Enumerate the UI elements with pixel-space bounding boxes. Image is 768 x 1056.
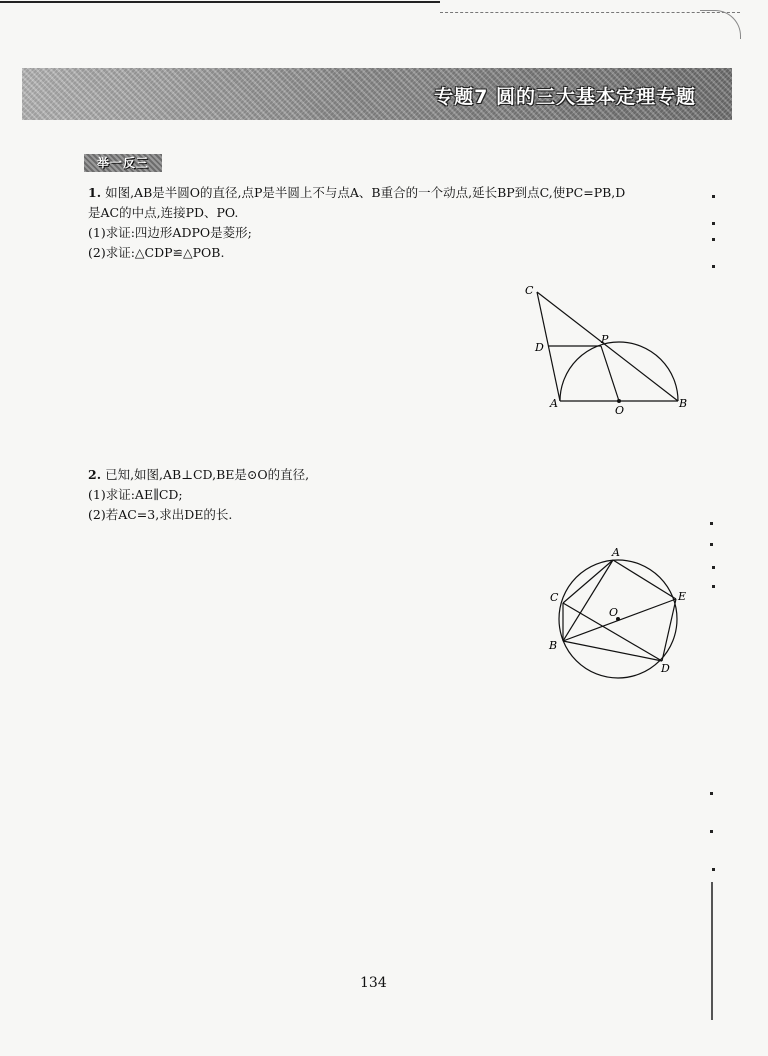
problem-text-line1: 已知,如图,AB⊥CD,BE是⊙O的直径, (105, 467, 310, 482)
top-border-line (0, 1, 440, 3)
problem-text-line2: 是AC的中点,连接PD、PO. (88, 205, 239, 220)
problem-number: 1. (88, 185, 102, 200)
semicircle-arc (560, 342, 678, 401)
scan-mark (710, 830, 713, 833)
scan-mark (712, 265, 715, 268)
problem-2 (88, 465, 309, 525)
label-D: D (661, 662, 670, 675)
problem-text-line1: 如图,AB是半圆O的直径,点P是半圆上不与点A、B重合的一个动点,延长BP到点C,使PC=PB,D (105, 185, 626, 200)
label-O: O (615, 404, 625, 417)
scan-mark (710, 522, 713, 525)
label-C: C (525, 284, 534, 297)
banner-title: 专题7 圆的三大基本定理专题 (434, 86, 696, 108)
scan-mark (710, 543, 713, 546)
problem-1-figure (515, 280, 700, 420)
page-number: 134 (360, 975, 387, 991)
label-B: B (679, 397, 688, 410)
problem-number: 2. (88, 467, 102, 482)
center-point-O (617, 399, 621, 403)
line-BD (563, 641, 662, 661)
label-O: O (609, 606, 619, 619)
scan-mark (712, 222, 715, 225)
scan-mark (712, 585, 715, 588)
section-label: 举一反三 (84, 154, 162, 172)
scan-mark (712, 566, 715, 569)
line-PO (601, 346, 619, 401)
line-AB (563, 560, 613, 641)
scan-mark (710, 792, 713, 795)
label-B: B (549, 639, 558, 652)
top-corner-curve (700, 10, 741, 39)
label-A: A (550, 397, 558, 410)
line-AC (563, 560, 613, 603)
right-margin-rule (711, 882, 713, 1020)
problem-part-2: (2)若AC=3,求出DE的长. (88, 507, 233, 522)
label-E: E (678, 590, 687, 603)
label-C: C (550, 591, 559, 604)
problem-1 (88, 183, 625, 263)
scan-mark (712, 868, 715, 871)
label-A: A (612, 546, 620, 559)
scan-mark (712, 238, 715, 241)
scan-mark (712, 195, 715, 198)
problem-part-2: (2)求证:△CDP≌△POB. (88, 245, 225, 260)
topic-banner (22, 68, 732, 120)
line-ED (662, 599, 676, 661)
label-P: P (601, 333, 609, 346)
problem-part-1: (1)求证:四边形ADPO是菱形; (88, 225, 252, 240)
problem-part-1: (1)求证:AE∥CD; (88, 487, 183, 502)
top-dashed-line (440, 12, 740, 13)
problem-2-figure (540, 545, 700, 680)
label-D: D (535, 341, 544, 354)
